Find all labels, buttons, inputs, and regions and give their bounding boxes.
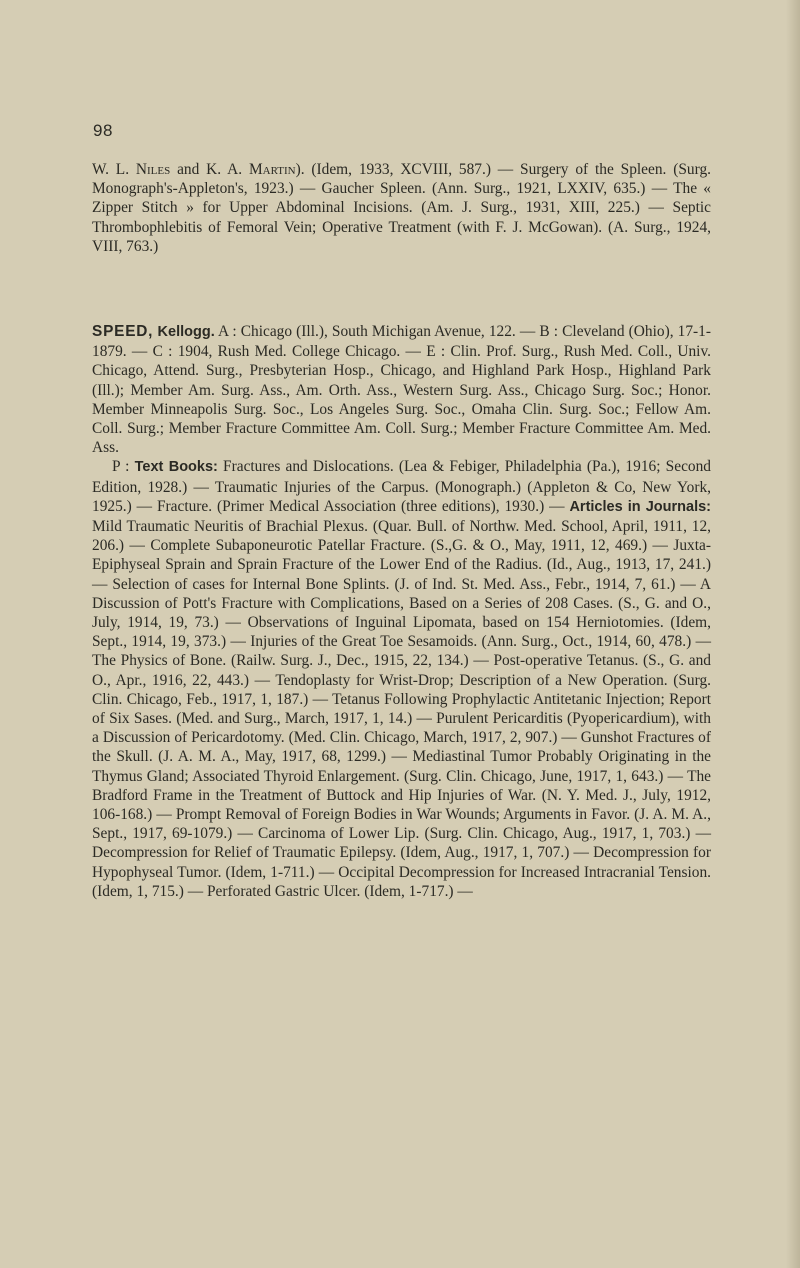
niles-publications: ). (Idem, 1933, XCVIII, 587.) — Surgery of the Spleen. (Surg. Monograph's-Appleton's, 1923.) — Gaucher Spleen. (Ann. Surg., 1921, LXXIV, 635.) — The « Zipper Stitch » for Upper Abdominal Incisions. (Am. J. Surg., 1931, XIII, 225.) — Septic Thrombophlebitis of Femoral Vein; Operative Treatment (with F. J. McGowan). (A. Surg., 1924, VIII, 763.) <box>92 161 711 255</box>
articles-list: Mild Traumatic Neuritis of Brachial Plexus. (Quar. Bull. of Northw. Med. School, April, 1911, 12, 206.) — Complete Subaponeurotic Patellar Fracture. (S.,G. & O., May, 1911, 12, 469.) — Juxta-Epiphyseal Sprain and Sprain Fracture of the Lower End of the Radius. (Id., Aug., 1913, 17, 241.) — Selection of cases for Internal Bone Splints. (J. of Ind. St. Med. Ass., Febr., 1914, 7, 61.) — A Discussion of Pott's Fracture with Complications, Based on a Series of 208 Cases. (S., G. and O., July, 1914, 19, 73.) — Observations of Inguinal Lipomata, based on 154 Herniotomies. (Idem, Sept., 1914, 19, 373.) — Injuries of the Great Toe Sesamoids. (Ann. Surg., Oct., 1914, 60, 478.) — The Physics of Bone. (Railw. Surg. J., Dec., 1915, 22, 134.) — Post-operative Tetanus. (S., G. and O., Apr., 1916, 22, 443.) — Tendoplasty for Wrist-Drop; Description of a New Operation. (Surg. Clin. Chicago, Feb., 1917, 1, 187.) — Tetanus Following Prophylactic Antitetanic Injection; Report of Six Sases. (Med. and Surg., March, 1917, 1, 14.) — Purulent Pericarditis (Pyopericardium), with a Discussion of Pericardotomy. (Med. Clin. Chicago, March, 1917, 2, 907.) — Gunshot Fractures of the Skull. (J. A. M. A., May, 1917, 68, 1299.) — Mediastinal Tumor Probably Originating in the Thymus Gland; Associated Thyroid Enlargement. (Surg. Clin. Chicago, June, 1917, 1, 643.) — The Bradford Frame in the Treatment of Buttock and Hip Injuries of War. (N. Y. Med. J., July, 1912, 106-168.) — Prompt Removal of Foreign Bodies in War Wounds; Arguments in Favor. (J. A. M. A., Sept., 1917, 69-1079.) — Carcinoma of Lower Lip. (Surg. Clin. Chicago, Aug., 1917, 1, 703.) — Decompression for Relief of Traumatic Epilepsy. (Idem, Aug., 1917, 1, 707.) — Decompression for Hypophyseal Tumor. (Idem, 1-711.) — Occipital Decompression for Increased Intracranial Tension. (Idem, 1, 715.) — Perforated Gastric Ulcer. (Idem, 1-717.) — <box>92 518 711 900</box>
martin-author-name: Martin <box>248 161 296 178</box>
articles-label: Articles in Journals: <box>569 498 711 515</box>
speed-bio-paragraph <box>92 322 711 457</box>
entry-niles-continuation <box>92 160 711 256</box>
niles-author-name: Niles <box>135 161 171 178</box>
speed-bio: A : Chicago (Ill.), South Michigan Avenue, 122. — B : Cleveland (Ohio), 17-1-1879. — C : 1904, Rush Med. College Chicago. — E : Clin. Prof. Surg., Rush Med. Coll., Univ. Chicago, Attend. Surg., Presbyterian Hosp., Chicago, and Highland Park Hosp., Highland Park (Ill.); Member Am. Surg. Ass., Am. Orth. Ass., Western Surg. Ass., Chicago Surg. Soc.; Honor. Member Minneapolis Surg. Soc., Los Angeles Surg. Soc., Omaha Clin. Surg. Soc.; Fellow Am. Coll. Surg.; Member Fracture Committee Am. Coll. Surg.; Member Fracture Committee Am. Med. Ass. <box>92 323 711 457</box>
niles-lead: W. L. <box>92 161 136 178</box>
entry-speed <box>92 322 711 901</box>
text-books-list: Fractures and Dislocations. (Lea & Febiger, Philadelphia (Pa.), 1916; Second Edition, 1928.) — Traumatic Injuries of the Carpus. (Monograph.) (Appleton & Co, New York, 1925.) — Fracture. (Primer Medical Association (three editions), 1930.) — <box>92 458 711 515</box>
page-number: 98 <box>93 121 113 140</box>
speed-p-label: P : <box>112 458 135 476</box>
speed-surname: SPEED, <box>92 323 154 340</box>
niles-paragraph <box>92 160 711 256</box>
speed-given-name: Kellogg. <box>153 324 215 340</box>
speed-publications-paragraph <box>92 457 711 901</box>
text-books-label: Text Books: <box>134 459 218 476</box>
page-edge-shadow <box>786 0 800 1268</box>
niles-and: and K. A. <box>170 161 249 178</box>
